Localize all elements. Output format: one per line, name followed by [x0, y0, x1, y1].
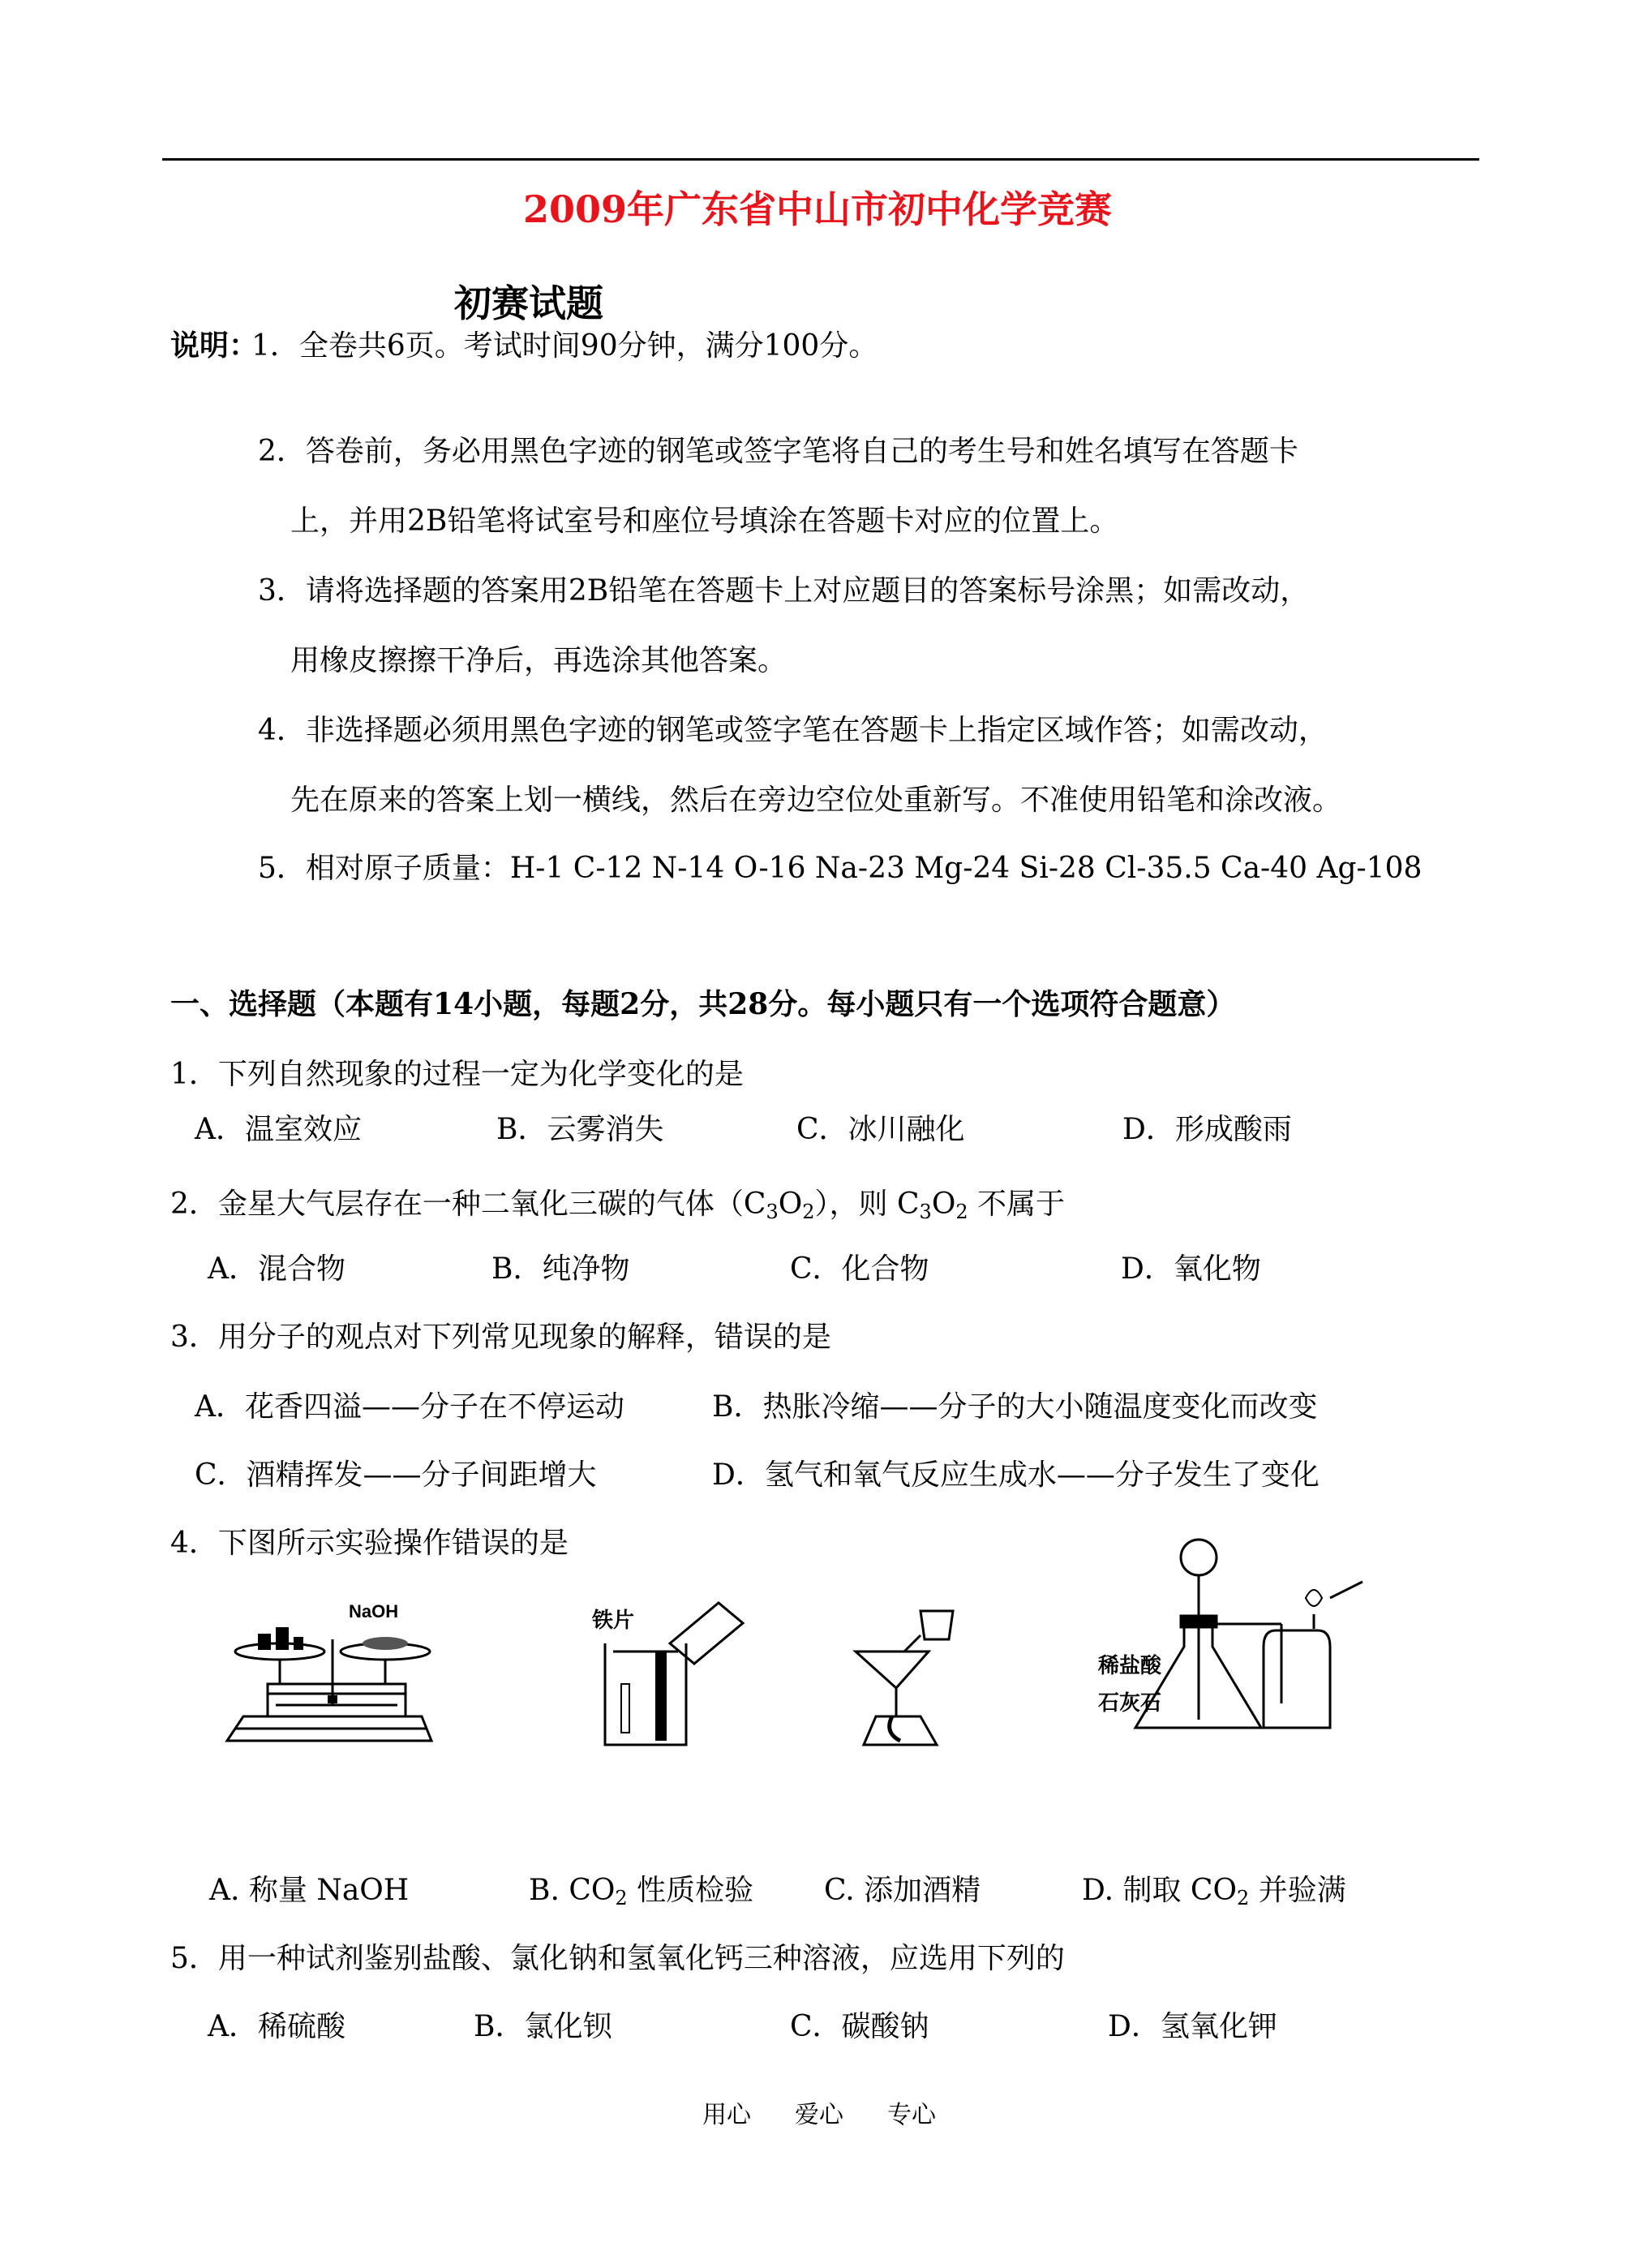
exam-title: 2009年广东省中山市初中化学竞赛	[522, 187, 1113, 231]
q5-option-a: A．稀硫酸	[208, 2010, 345, 2043]
q5-option-b: B．氯化钡	[474, 2010, 612, 2043]
q3-option-c: C．酒精挥发——分子间距增大	[195, 1458, 597, 1492]
q3-option-d: D．氢气和氧气反应生成水——分子发生了变化	[712, 1458, 1320, 1492]
q3-option-b: B．热胀冷缩——分子的大小随温度变化而改变	[712, 1390, 1318, 1424]
q2-option-d: D．氧化物	[1121, 1252, 1261, 1286]
q4-option-a: A. 称量 NaOH	[209, 1874, 410, 1907]
limestone-label: 石灰石	[1098, 1691, 1162, 1716]
question-5-stem: 5．用一种试剂鉴别盐酸、氯化钠和氢氧化钙三种溶液，应选用下列的	[170, 1942, 1065, 1975]
section-heading: 一、选择题（本题有14小题，每题2分，共28分。每小题只有一个选项符合题意）	[170, 987, 1236, 1021]
instruction-2: 2．答卷前，务必用黑色字迹的钢笔或签字笔将自己的考生号和姓名填写在答题卡	[258, 435, 1298, 468]
footer-item-3: 专心	[887, 2101, 936, 2129]
question-3-stem: 3．用分子的观点对下列常见现象的解释，错误的是	[170, 1321, 831, 1354]
naoh-label: NaOH	[349, 1601, 399, 1622]
q4-option-d: D. 制取 $CO_2$ 并验满	[1082, 1874, 1346, 1909]
balance-figure	[219, 1595, 438, 1757]
q1-option-d: D．形成酸雨	[1122, 1113, 1292, 1146]
instruction-3: 3．请将选择题的答案用2B铅笔在答题卡上对应题目的答案标号涂黑；如需改动，	[258, 574, 1310, 608]
instruction-5: 5．相对原子质量：H-1 C-12 N-14 O-16 Na-23 Mg-24 Si-28 Cl-35.5 Ca-40 Ag-108	[258, 852, 1423, 885]
co2-apparatus-figure	[1087, 1533, 1395, 1744]
q3-option-a: A．花香四溢——分子在不停运动	[195, 1390, 624, 1424]
q1-option-b: B．云雾消失	[496, 1113, 664, 1146]
question-4-stem: 4．下图所示实验操作错误的是	[170, 1527, 569, 1560]
footer-item-1: 用心	[702, 2101, 751, 2129]
instruction-2-cont: 上，并用2B铅笔将试室号和座位号填涂在答题卡对应的位置上。	[290, 505, 1119, 538]
q2-option-a: A．混合物	[208, 1252, 345, 1286]
instruction-3-cont: 用橡皮擦擦干净后，再选涂其他答案。	[290, 644, 787, 677]
q5-option-d: D．氢氧化钾	[1108, 2010, 1277, 2043]
instruction-4: 4．非选择题必须用黑色字迹的钢笔或签字笔在答题卡上指定区域作答；如需改动，	[258, 714, 1328, 747]
question-2-stem: 2．金星大气层存在一种二氧化三碳的气体$(C_3O_2)$，则 $C_3O_2$ 不属于	[170, 1188, 1066, 1223]
q1-option-c: C．冰川融化	[796, 1113, 965, 1146]
footer-item-2: 爱心	[795, 2101, 843, 2129]
instruction-1: 1．全卷共6页。考试时间90分钟，满分100分。	[251, 329, 878, 363]
acid-label: 稀盐酸	[1098, 1654, 1162, 1678]
lamp-figure	[839, 1595, 985, 1757]
q4-option-c: C. 添加酒精	[824, 1874, 981, 1907]
beaker-figure	[589, 1595, 751, 1757]
q2-option-b: B．纯净物	[491, 1252, 630, 1286]
q5-option-c: C．碳酸钠	[790, 2010, 929, 2043]
q2-option-c: C．化合物	[790, 1252, 929, 1286]
iron-label: 铁片	[592, 1609, 635, 1633]
q1-option-a: A．温室效应	[195, 1113, 362, 1146]
header-rule	[162, 158, 1479, 161]
q4-option-b: B. $CO_2$ 性质检验	[529, 1874, 754, 1909]
instruction-4-cont: 先在原来的答案上划一横线，然后在旁边空位处重新写。不准使用铅笔和涂改液。	[290, 784, 1342, 817]
exam-subtitle: 初赛试题	[454, 281, 603, 325]
instructions-label: 说明：	[170, 329, 259, 363]
question-1-stem: 1．下列自然现象的过程一定为化学变化的是	[170, 1058, 744, 1091]
